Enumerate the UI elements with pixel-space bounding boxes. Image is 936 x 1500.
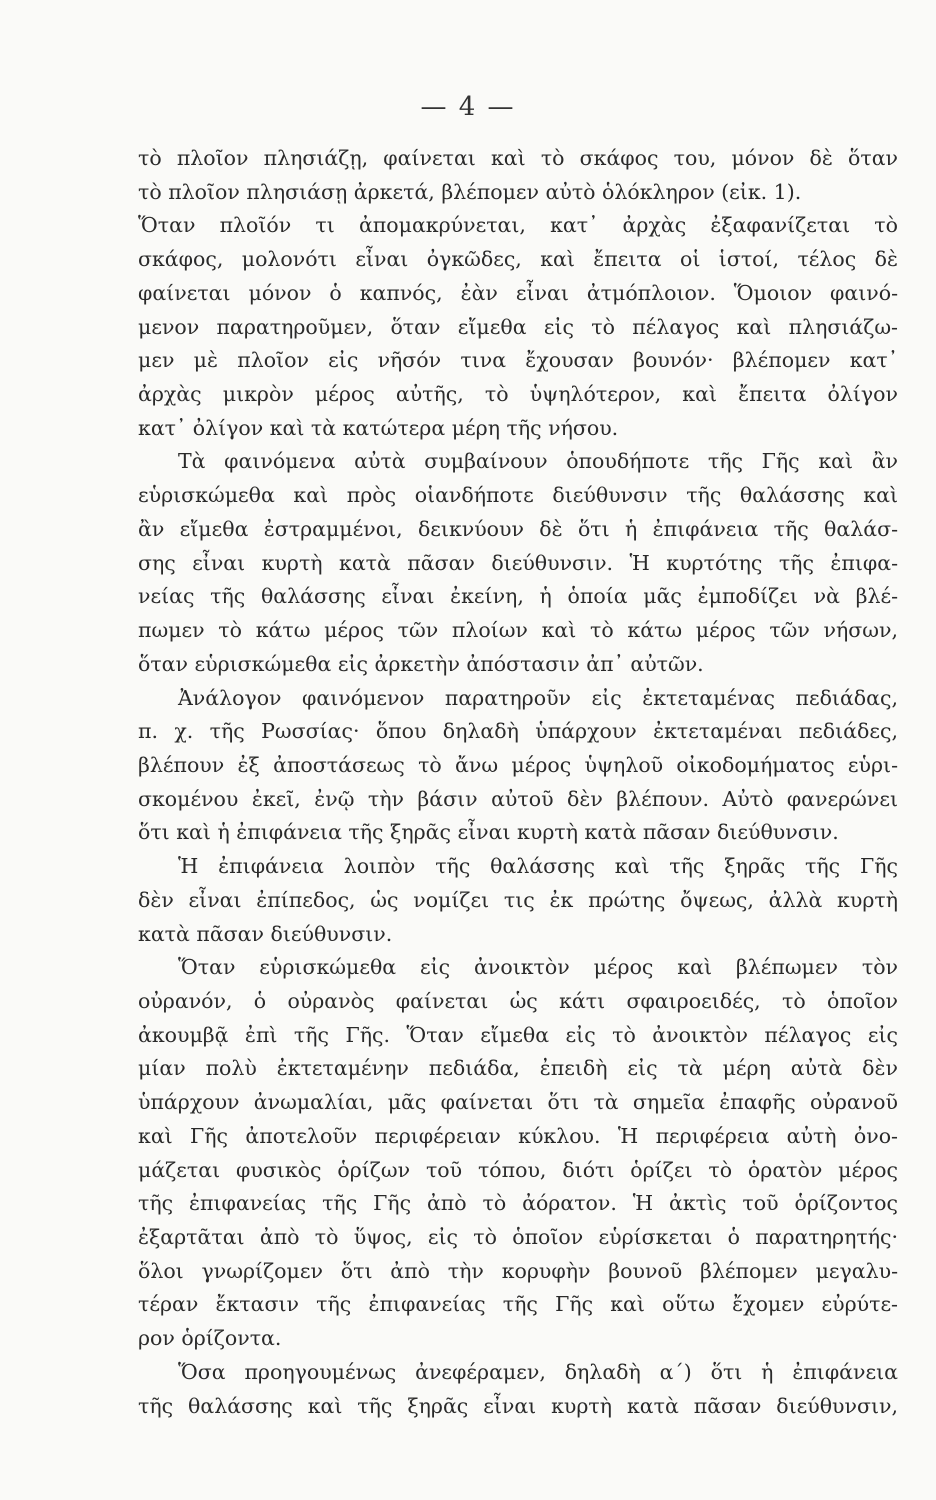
text-line: ὑπάρχουν ἀνωμαλίαι, μᾶς φαίνεται ὅτι τὰ σημεῖα ἐπαφῆς οὐρανοῦ <box>138 1090 898 1115</box>
text-line: μενον παρατηροῦμεν, ὅταν εἴμεθα εἰς τὸ πέλαγος καὶ πλησιάζω- <box>138 314 898 339</box>
text-line: Ὅταν πλοῖόν τι ἀπομακρύνεται, κατ᾽ ἀρχὰς ἐξαφανίζεται τὸ <box>138 213 898 238</box>
text-line: ἐξαρτᾶται ἀπὸ τὸ ὕψος, εἰς τὸ ὁποῖον εὑρίσκεται ὁ παρατηρητής· <box>138 1225 898 1249</box>
text-line: τῆς θαλάσσης καὶ τῆς ξηρᾶς εἶναι κυρτὴ κατὰ πᾶσαν διεύθυνσιν, <box>138 1393 898 1418</box>
text-line: ἀκουμβᾷ ἐπὶ τῆς Γῆς. Ὅταν εἴμεθα εἰς τὸ ἀνοικτὸν πέλαγος εἰς <box>138 1022 898 1047</box>
text-line: νείας τῆς θαλάσσης εἶναι ἐκείνη, ἡ ὁποία μᾶς ἐμποδίζει νὰ βλέ- <box>138 584 898 609</box>
text-line: κατὰ πᾶσαν διεύθυνσιν. <box>138 921 393 946</box>
text-line: Ἀνάλογον φαινόμενον παρατηροῦν εἰς ἐκτεταμένας πεδιάδας, <box>178 685 898 710</box>
text-line: Ἡ ἐπιφάνεια λοιπὸν τῆς θαλάσσης καὶ τῆς ξηρᾶς τῆς Γῆς <box>178 854 898 879</box>
text-line: τὸ πλοῖον πλησιάσῃ ἀρκετά, βλέπομεν αὐτὸ ὁλόκληρον (εἰκ. 1). <box>138 179 802 204</box>
text-line: πωμεν τὸ κάτω μέρος τῶν πλοίων καὶ τὸ κάτω μέρος τῶν νήσων, <box>138 618 898 643</box>
text-line: μεν μὲ πλοῖον εἰς νῆσόν τινα ἔχουσαν βουνόν· βλέπομεν κατ᾽ <box>138 348 898 373</box>
text-line: ὅτι καὶ ἡ ἐπιφάνεια τῆς ξηρᾶς εἶναι κυρτὴ κατὰ πᾶσαν διεύθυνσιν. <box>138 820 839 845</box>
text-line: φαίνεται μόνον ὁ καπνός, ἐὰν εἶναι ἀτμόπλοιον. Ὅμοιον φαινό- <box>138 280 898 305</box>
text-line: δὲν εἶναι ἐπίπεδος, ὡς νομίζει τις ἐκ πρώτης ὄψεως, ἀλλὰ κυρτὴ <box>138 887 898 912</box>
text-line: ὅλοι γνωρίζομεν ὅτι ἀπὸ τὴν κορυφὴν βουνοῦ βλέπομεν μεγαλυ- <box>138 1258 898 1283</box>
text-line: Ὅταν εὑρισκώμεθα εἰς ἀνοικτὸν μέρος καὶ βλέπωμεν τὸν <box>178 955 898 980</box>
body-text <box>138 142 898 1423</box>
text-line: μίαν πολὺ ἐκτεταμένην πεδιάδα, ἐπειδὴ εἰς τὰ μέρη αὐτὰ δὲν <box>138 1056 898 1081</box>
text-line: π. χ. τῆς Ρωσσίας· ὅπου δηλαδὴ ὑπάρχουν ἐκτεταμέναι πεδιάδες, <box>138 719 898 744</box>
text-line: ἀρχὰς μικρὸν μέρος αὐτῆς, τὸ ὑψηλότερον, καὶ ἔπειτα ὀλίγον <box>138 382 898 407</box>
text-line: ἂν εἴμεθα ἐστραμμένοι, δεικνύουν δὲ ὅτι ἡ ἐπιφάνεια τῆς θαλάσ- <box>138 516 898 541</box>
text-line: βλέπουν ἐξ ἀποστάσεως τὸ ἄνω μέρος ὑψηλοῦ οἰκοδομήματος εὑρι- <box>138 752 898 777</box>
text-line: Τὰ φαινόμενα αὐτὰ συμβαίνουν ὁπουδήποτε τῆς Γῆς καὶ ἂν <box>178 449 898 474</box>
text-line: τῆς ἐπιφανείας τῆς Γῆς ἀπὸ τὸ ἀόρατον. Ἡ ἀκτὶς τοῦ ὁρίζοντος <box>138 1191 898 1216</box>
text-line: ὅταν εὑρισκώμεθα εἰς ἀρκετὴν ἀπόστασιν ἀπ᾽ αὐτῶν. <box>138 651 704 676</box>
text-line: οὐρανόν, ὁ οὐρανὸς φαίνεται ὡς κάτι σφαιροειδές, τὸ ὁποῖον <box>138 988 898 1013</box>
text-line: τὸ πλοῖον πλησιάζῃ, φαίνεται καὶ τὸ σκάφος του, μόνον δὲ ὅταν <box>138 146 898 170</box>
text-line: σης εἶναι κυρτὴ κατὰ πᾶσαν διεύθυνσιν. Ἡ κυρτότης τῆς ἐπιφα- <box>138 550 898 575</box>
text-line: καὶ Γῆς ἀποτελοῦν περιφέρειαν κύκλου. Ἡ περιφέρεια αὐτὴ ὀνο- <box>138 1123 898 1148</box>
text-line: σκομένου ἐκεῖ, ἐνῷ τὴν βάσιν αὐτοῦ δὲν βλέπουν. Αὐτὸ φανερώνει <box>138 786 898 811</box>
text-line: μάζεται φυσικὸς ὁρίζων τοῦ τόπου, διότι ὁρίζει τὸ ὁρατὸν μέρος <box>138 1157 898 1182</box>
page-number: — 4 — <box>420 92 516 122</box>
text-line: ρον ὁρίζοντα. <box>138 1326 282 1351</box>
text-line: τέραν ἔκτασιν τῆς ἐπιφανείας τῆς Γῆς καὶ οὕτω ἔχομεν εὐρύτε- <box>138 1292 898 1317</box>
text-line: Ὅσα προηγουμένως ἀνεφέραμεν, δηλαδὴ α´) ὅτι ἡ ἐπιφάνεια <box>178 1359 898 1384</box>
text-line: σκάφος, μολονότι εἶναι ὀγκῶδες, καὶ ἔπειτα οἱ ἱστοί, τέλος δὲ <box>138 247 898 272</box>
text-line: εὑρισκώμεθα καὶ πρὸς οἱανδήποτε διεύθυνσιν τῆς θαλάσσης καὶ <box>138 483 898 508</box>
text-line: κατ᾽ ὀλίγον καὶ τὰ κατώτερα μέρη τῆς νήσου. <box>138 415 619 440</box>
